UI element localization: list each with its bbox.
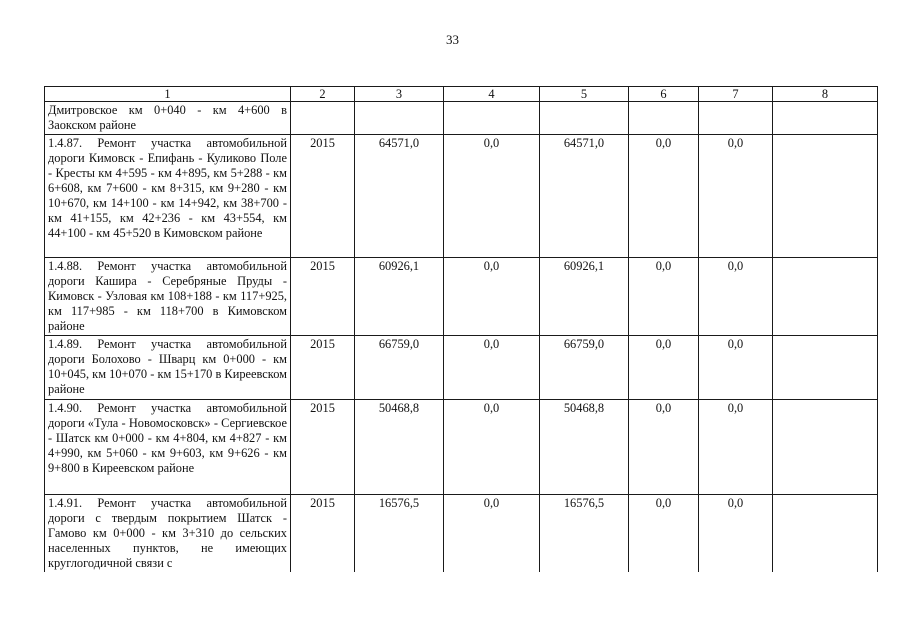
budget-table <box>44 86 878 572</box>
row-value-col7: 0,0 <box>699 495 773 573</box>
table-cell <box>540 102 629 135</box>
row-value-col7: 0,0 <box>699 400 773 495</box>
table-cell <box>355 102 444 135</box>
row-value-col4: 0,0 <box>444 336 540 400</box>
row-description: 1.4.89. Ремонт участка автомобильной дороги Болохово - Шварц км 0+000 - км 10+045, км 10+070 - км 15+170 в Киреевском районе <box>45 336 291 400</box>
row-value-col5: 66759,0 <box>540 336 629 400</box>
row-value-col3: 60926,1 <box>355 258 444 336</box>
table-row <box>45 102 878 135</box>
row-value-col3: 50468,8 <box>355 400 444 495</box>
row-value-col7: 0,0 <box>699 336 773 400</box>
table-header-row <box>45 87 878 102</box>
row-value-col4: 0,0 <box>444 495 540 573</box>
column-header: 1 <box>45 87 291 102</box>
table-row <box>45 400 878 495</box>
row-value-col7: 0,0 <box>699 135 773 258</box>
row-value-col4: 0,0 <box>444 135 540 258</box>
column-header: 8 <box>773 87 878 102</box>
row-year: 2015 <box>291 258 355 336</box>
row-value-col6: 0,0 <box>629 135 699 258</box>
row-value-col3: 16576,5 <box>355 495 444 573</box>
table-cell <box>773 400 878 495</box>
page-number: 33 <box>446 32 459 47</box>
table-row <box>45 258 878 336</box>
table-row <box>45 495 878 573</box>
table-cell <box>773 258 878 336</box>
row-value-col5: 60926,1 <box>540 258 629 336</box>
row-description: 1.4.91. Ремонт участка автомобильной дороги с твердым покрытием Шатск - Гамово км 0+000 - км 3+310 до сельских населенных пунктов, не имеющих круглогодичной связи с <box>45 495 291 573</box>
column-header: 7 <box>699 87 773 102</box>
row-value-col5: 16576,5 <box>540 495 629 573</box>
column-header: 4 <box>444 87 540 102</box>
table-row <box>45 336 878 400</box>
table-cell <box>444 102 540 135</box>
column-header: 5 <box>540 87 629 102</box>
table-cell <box>291 102 355 135</box>
row-description: 1.4.90. Ремонт участка автомобильной дороги «Тула - Новомосковск» - Сергиевское - Шатск км 0+000 - км 4+804, км 4+827 - км 4+990, км 5+060 - км 9+603, км 9+626 - км 9+800 в Киреевском районе <box>45 400 291 495</box>
row-year: 2015 <box>291 135 355 258</box>
row-value-col6: 0,0 <box>629 400 699 495</box>
row-value-col3: 64571,0 <box>355 135 444 258</box>
row-description: Дмитровское км 0+040 - км 4+600 в Заокском районе <box>45 102 291 135</box>
table-cell <box>699 102 773 135</box>
row-year: 2015 <box>291 495 355 573</box>
table-cell <box>629 102 699 135</box>
row-value-col5: 50468,8 <box>540 400 629 495</box>
row-value-col6: 0,0 <box>629 258 699 336</box>
table-cell <box>773 495 878 573</box>
row-value-col6: 0,0 <box>629 495 699 573</box>
row-year: 2015 <box>291 400 355 495</box>
row-value-col4: 0,0 <box>444 258 540 336</box>
row-description: 1.4.88. Ремонт участка автомобильной дороги Кашира - Серебряные Пруды - Кимовск - Узловая км 108+188 - км 117+925, км 117+985 - км 118+700 в Кимовском районе <box>45 258 291 336</box>
row-value-col6: 0,0 <box>629 336 699 400</box>
row-value-col3: 66759,0 <box>355 336 444 400</box>
row-value-col5: 64571,0 <box>540 135 629 258</box>
row-description: 1.4.87. Ремонт участка автомобильной дороги Кимовск - Епифань - Куликово Поле - Кресты км 4+595 - км 4+895, км 5+288 - км 6+608, км 7+600 - км 8+315, км 9+280 - км 10+670, км 14+100 - км 14+942, км 38+700 - км 41+155, км 42+236 - км 43+554, км 44+100 - км 45+520 в Кимовском районе <box>45 135 291 258</box>
row-year: 2015 <box>291 336 355 400</box>
column-header: 2 <box>291 87 355 102</box>
table-cell <box>773 102 878 135</box>
column-header: 6 <box>629 87 699 102</box>
row-value-col7: 0,0 <box>699 258 773 336</box>
table-cell <box>773 336 878 400</box>
table-row <box>45 135 878 258</box>
table-cell <box>773 135 878 258</box>
column-header: 3 <box>355 87 444 102</box>
row-value-col4: 0,0 <box>444 400 540 495</box>
